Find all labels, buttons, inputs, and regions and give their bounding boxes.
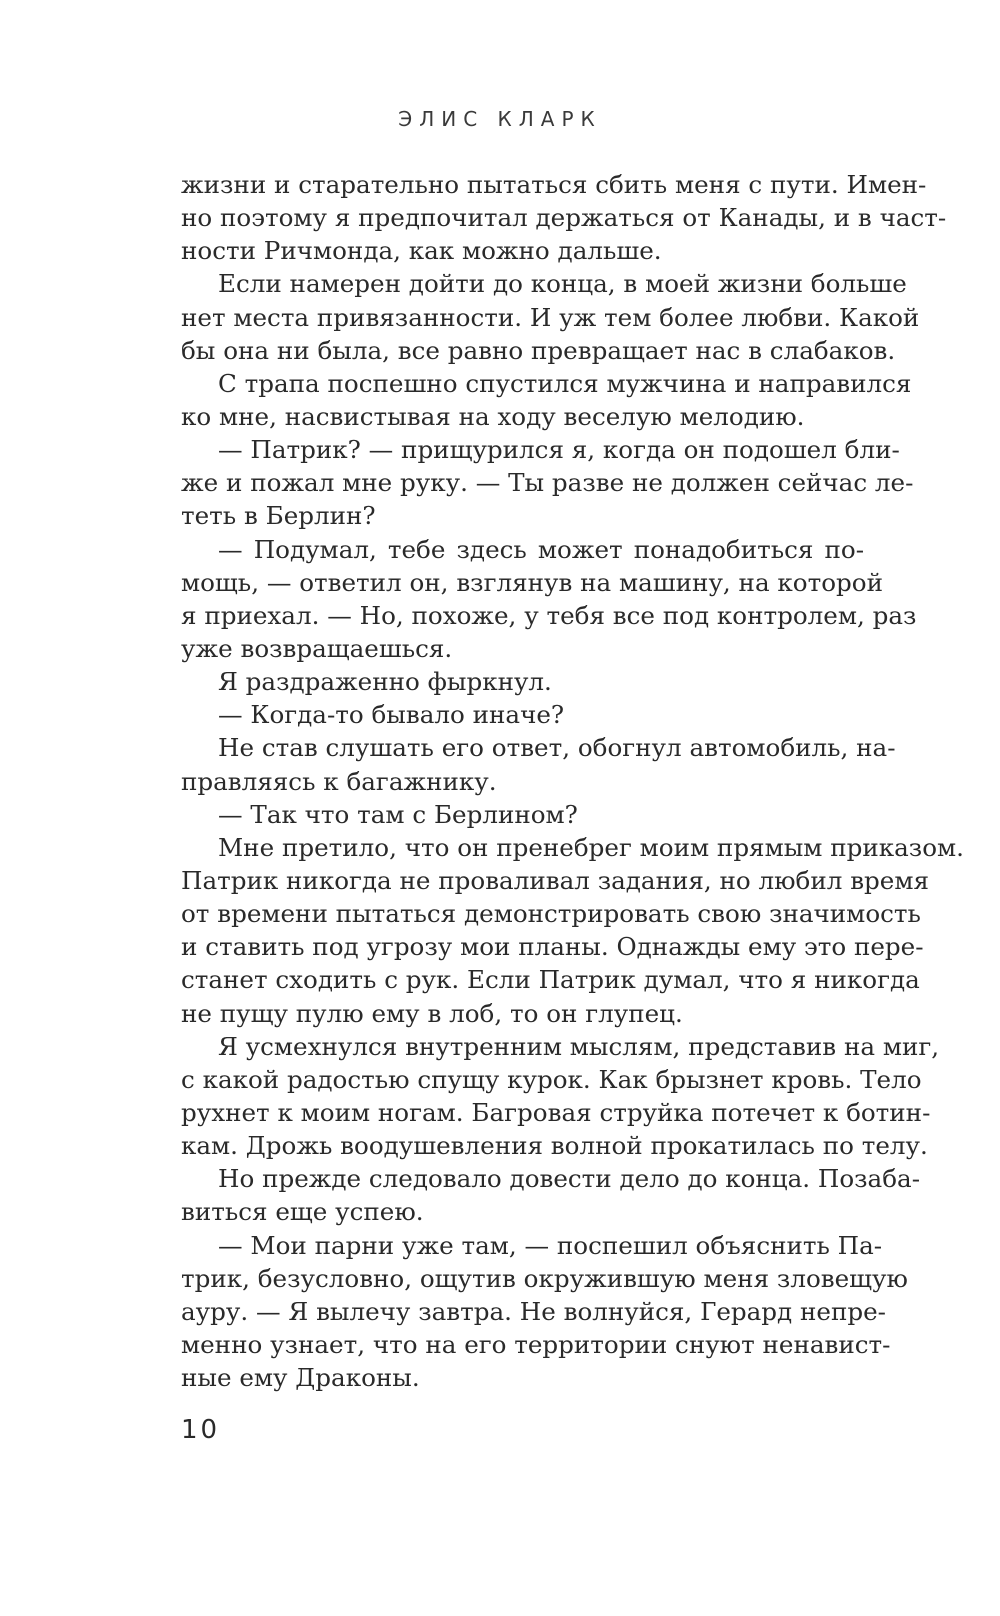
text-line: от времени пытаться демонстрировать свою значимость xyxy=(181,899,921,929)
text-line: Но прежде следовало довести дело до конца. Позаба- xyxy=(218,1164,921,1194)
text-line: ауру. — Я вылечу завтра. Не волнуйся, Герард непре- xyxy=(181,1296,886,1326)
text-line: — Патрик? — прищурился я, когда он подошел бли- xyxy=(218,435,900,465)
page-number: 10 xyxy=(181,1415,221,1445)
text-line: жизни и старательно пытаться сбить меня с пути. Имен- xyxy=(181,170,927,199)
text-line: теть в Берлин? xyxy=(181,501,376,531)
text-line: и ставить под угрозу мои планы. Однажды ему это пере- xyxy=(181,932,924,962)
text-line: виться еще успею. xyxy=(181,1197,424,1227)
text-line: Мне претило, что он пренебрег моим прямым приказом. xyxy=(218,832,964,862)
text-line: я приехал. — Но, похоже, у тебя все под контролем, раз xyxy=(181,600,917,630)
text-line: Патрик никогда не проваливал задания, но любил время xyxy=(181,865,929,895)
text-line: Не став слушать его ответ, обогнул автомобиль, на- xyxy=(218,733,896,763)
text-line: — Мои парни уже там, — поспешил объяснить Па- xyxy=(218,1230,883,1260)
text-line: ко мне, насвистывая на ходу веселую мелодию. xyxy=(181,401,805,431)
text-line: — Подумал, тебе здесь может понадобиться по- xyxy=(218,534,864,564)
text-line: станет сходить с рук. Если Патрик думал, что я никогда xyxy=(181,965,920,995)
text-line: рухнет к моим ногам. Багровая струйка потечет к ботин- xyxy=(181,1097,931,1127)
text-line: уже возвращаешься. xyxy=(181,633,453,663)
text-line: С трапа поспешно спустился мужчина и направился xyxy=(218,368,912,398)
running-head-author: ЭЛИС КЛАРК xyxy=(398,107,602,131)
text-line: же и пожал мне руку. — Ты разве не должен сейчас ле- xyxy=(181,468,914,498)
text-line: ные ему Драконы. xyxy=(181,1363,420,1393)
text-line: мощь, — ответил он, взглянув на машину, на которой xyxy=(181,567,883,597)
text-line: бы она ни была, все равно превращает нас в слабаков. xyxy=(181,335,896,365)
body-text xyxy=(181,168,964,1394)
text-line: ности Ричмонда, как можно дальше. xyxy=(181,236,662,266)
text-line: — Когда-то бывало иначе? xyxy=(218,700,565,730)
text-line: кам. Дрожь воодушевления волной прокатилась по телу. xyxy=(181,1131,928,1161)
text-line: Я усмехнулся внутренним мыслям, представив на миг, xyxy=(218,1031,940,1061)
text-line: но поэтому я предпочитал держаться от Канады, и в част- xyxy=(181,203,947,233)
text-line: с какой радостью спущу курок. Как брызнет кровь. Тело xyxy=(181,1064,922,1094)
text-line: менно узнает, что на его территории снуют ненавист- xyxy=(181,1329,891,1359)
text-line: правляясь к багажнику. xyxy=(181,766,497,796)
text-line: нет места привязанности. И уж тем более любви. Какой xyxy=(181,302,920,332)
text-line: не пущу пулю ему в лоб, то он глупец. xyxy=(181,998,683,1028)
text-line: Если намерен дойти до конца, в моей жизни больше xyxy=(218,269,907,299)
text-line: — Так что там с Берлином? xyxy=(218,799,578,829)
text-line: Я раздраженно фыркнул. xyxy=(218,667,552,697)
text-line: трик, безусловно, ощутив окружившую меня зловещую xyxy=(181,1263,908,1293)
